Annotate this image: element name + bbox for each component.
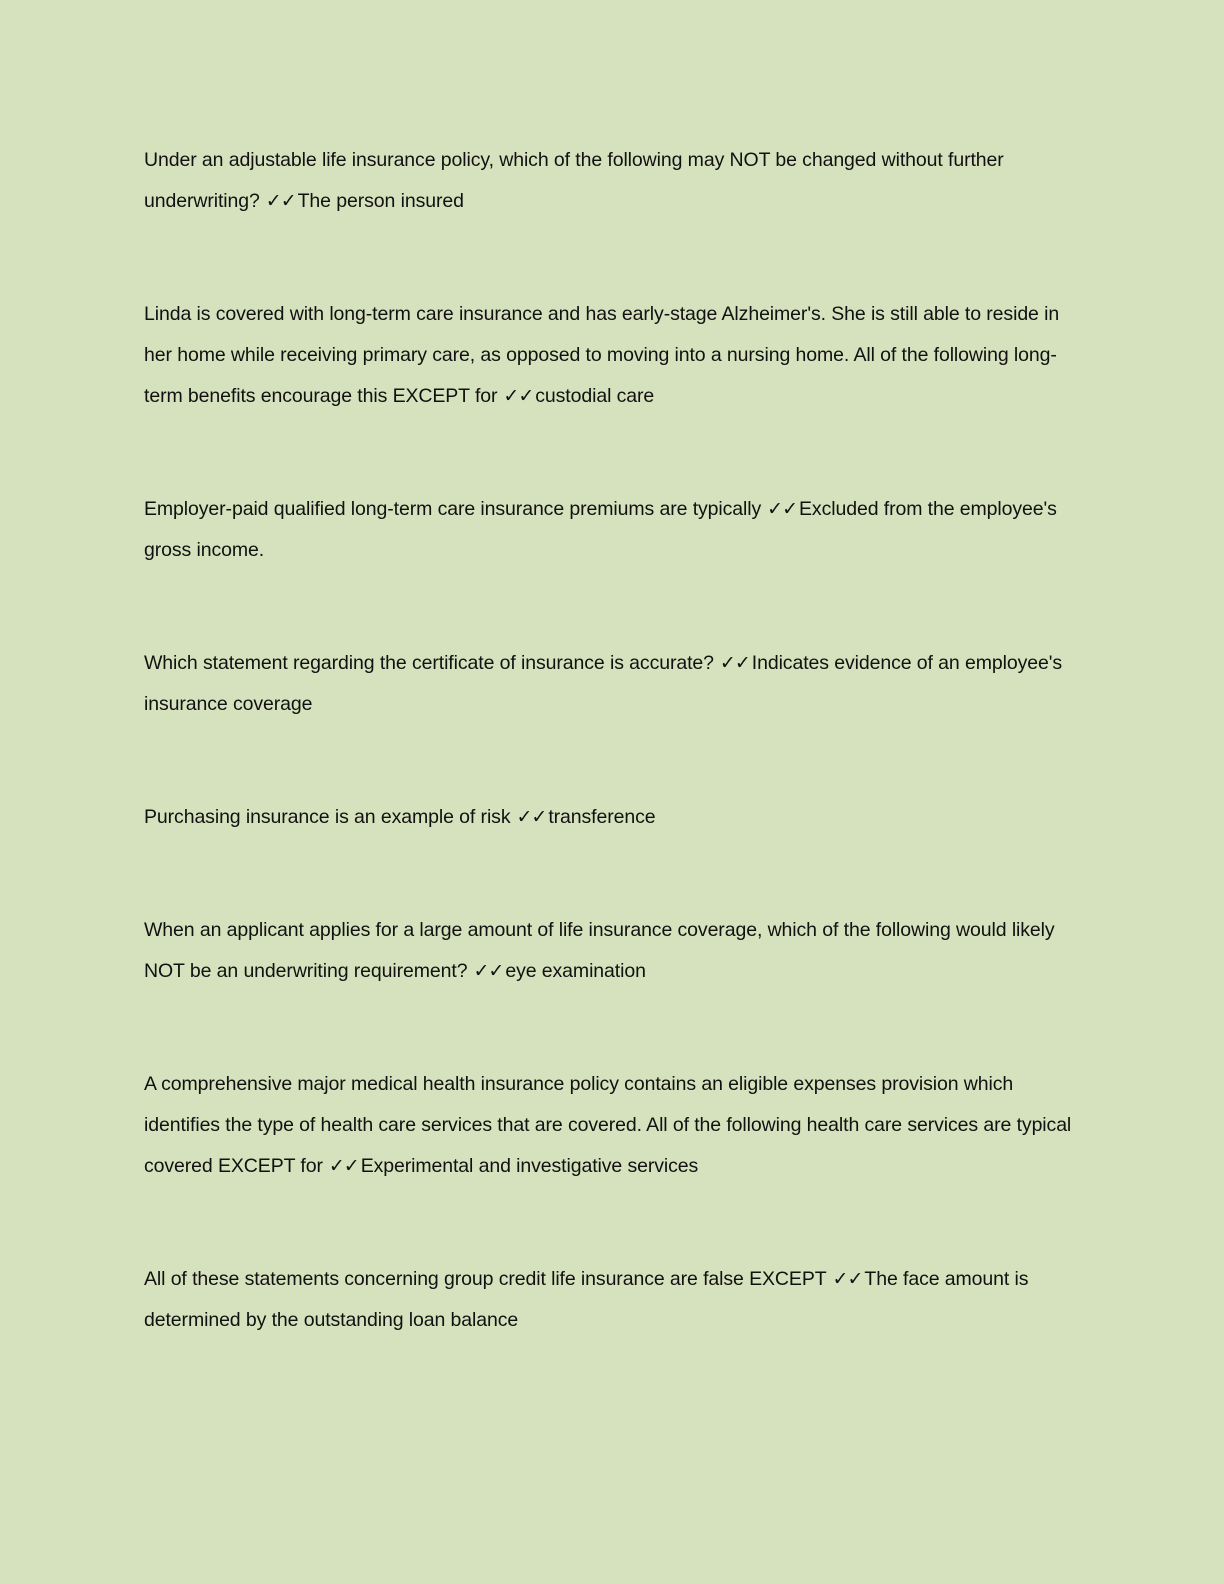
double-check-icon: ✓✓ bbox=[832, 1268, 863, 1290]
question-text: Purchasing insurance is an example of risk bbox=[144, 806, 511, 828]
answer-text: Experimental and investigative services bbox=[360, 1155, 699, 1177]
qa-item bbox=[144, 294, 1074, 417]
qa-item bbox=[144, 1259, 1074, 1341]
qa-item bbox=[144, 643, 1074, 725]
answer-text: The face amount is determined by the outstanding loan balance bbox=[144, 1268, 1029, 1331]
question-text: Under an adjustable life insurance policy, which of the following may NOT be changed without further underwriting? bbox=[144, 149, 1004, 212]
question-text: Which statement regarding the certificate of insurance is accurate? bbox=[144, 652, 714, 674]
question-text: A comprehensive major medical health insurance policy contains an eligible expenses provision which identifies the type of health care services that are covered. All of the following health care services are typical covered EXCEPT for bbox=[144, 1073, 1072, 1177]
qa-item bbox=[144, 489, 1074, 571]
question-text: Linda is covered with long-term care insurance and has early-stage Alzheimer's. She is still able to reside in her home while receiving primary care, as opposed to moving into a nursing home. All of the following long-term benefits encourage this EXCEPT for bbox=[144, 303, 1060, 407]
double-check-icon: ✓✓ bbox=[767, 498, 798, 520]
qa-item bbox=[144, 797, 1074, 838]
question-text: When an applicant applies for a large amount of life insurance coverage, which of the following would likely NOT be an underwriting requirement? bbox=[144, 919, 1055, 982]
qa-item bbox=[144, 1064, 1074, 1187]
double-check-icon: ✓✓ bbox=[503, 385, 534, 407]
qa-item bbox=[144, 140, 1074, 222]
answer-text: Excluded from the employee's gross income. bbox=[144, 498, 1057, 561]
double-check-icon: ✓✓ bbox=[328, 1155, 359, 1177]
question-text: Employer-paid qualified long-term care insurance premiums are typically bbox=[144, 498, 762, 520]
double-check-icon: ✓✓ bbox=[516, 806, 547, 828]
answer-text: Indicates evidence of an employee's insurance coverage bbox=[144, 652, 1063, 715]
question-text: All of these statements concerning group credit life insurance are false EXCEPT bbox=[144, 1268, 827, 1290]
answer-text: custodial care bbox=[535, 385, 655, 407]
answer-text: The person insured bbox=[297, 190, 464, 212]
answer-text: eye examination bbox=[505, 960, 646, 982]
qa-item bbox=[144, 910, 1074, 992]
answer-text: transference bbox=[548, 806, 656, 828]
double-check-icon: ✓✓ bbox=[719, 652, 750, 674]
double-check-icon: ✓✓ bbox=[265, 190, 296, 212]
double-check-icon: ✓✓ bbox=[473, 960, 504, 982]
